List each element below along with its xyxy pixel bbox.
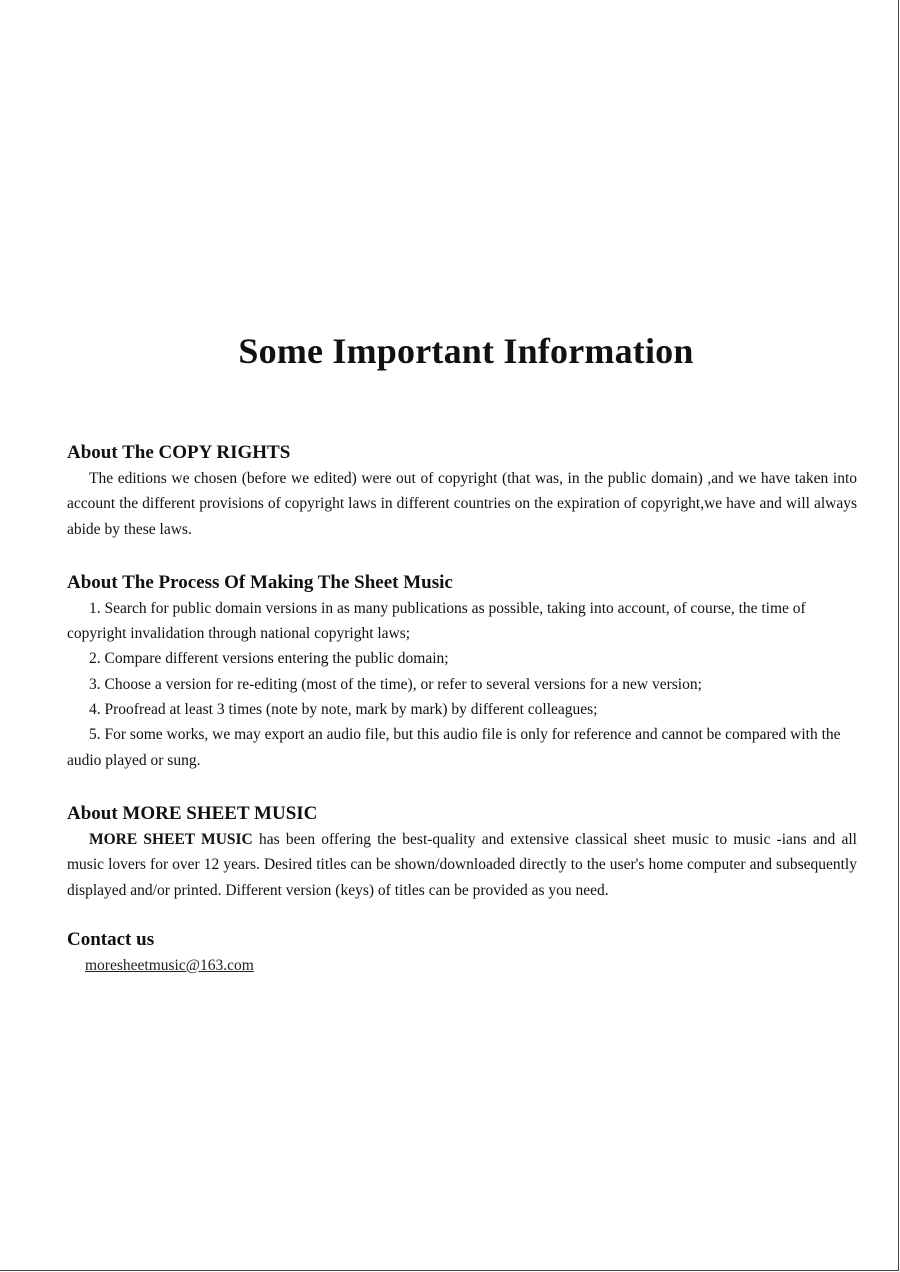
page-content [67, 440, 857, 1000]
about-section [67, 801, 857, 903]
copyrights-section [67, 440, 857, 542]
contact-section [67, 927, 857, 978]
process-step: 3. Choose a version for re-editing (most of the time), or refer to several versions for a new version; [89, 675, 702, 693]
process-section [67, 570, 857, 773]
about-body [67, 827, 857, 903]
process-step: 2. Compare different versions entering the public domain; [89, 650, 449, 668]
process-heading: About The Process Of Making The Sheet Music [67, 571, 453, 593]
contact-heading: Contact us [67, 928, 155, 950]
process-step: 1. Search for public domain versions in as many publications as possible, taking into account, of course, the time of copyright invalidation through national copyright laws; [67, 599, 806, 643]
process-step: 4. Proofread at least 3 times (note by note, mark by mark) by different colleagues; [89, 701, 598, 719]
contact-email-link[interactable]: moresheetmusic@163.com [85, 956, 254, 974]
copyrights-heading: About The COPY RIGHTS [67, 442, 291, 463]
about-body-text: has been offering the best-quality and extensive classical sheet music to music -ians and all music lovers for over 12 years. Desired titles can be shown/downloaded directly to the user's home computer and subsequently displayed and/or printed. Different version (keys) of titles can be provided as you need. [67, 830, 857, 899]
copyrights-body: The editions we chosen (before we edited) were out of copyright (that was, in the public domain) ,and we have taken into account the different provisions of copyright laws in different countries on the expiration of copyright,we have and will always abide by these laws. [67, 470, 857, 538]
page-title: Some Important Information [238, 331, 694, 371]
process-step: 5. For some works, we may export an audio file, but this audio file is only for reference and cannot be compared with the audio played or sung. [67, 726, 841, 769]
brand-name: MORE SHEET MUSIC [89, 830, 253, 848]
about-heading: About MORE SHEET MUSIC [67, 802, 318, 824]
